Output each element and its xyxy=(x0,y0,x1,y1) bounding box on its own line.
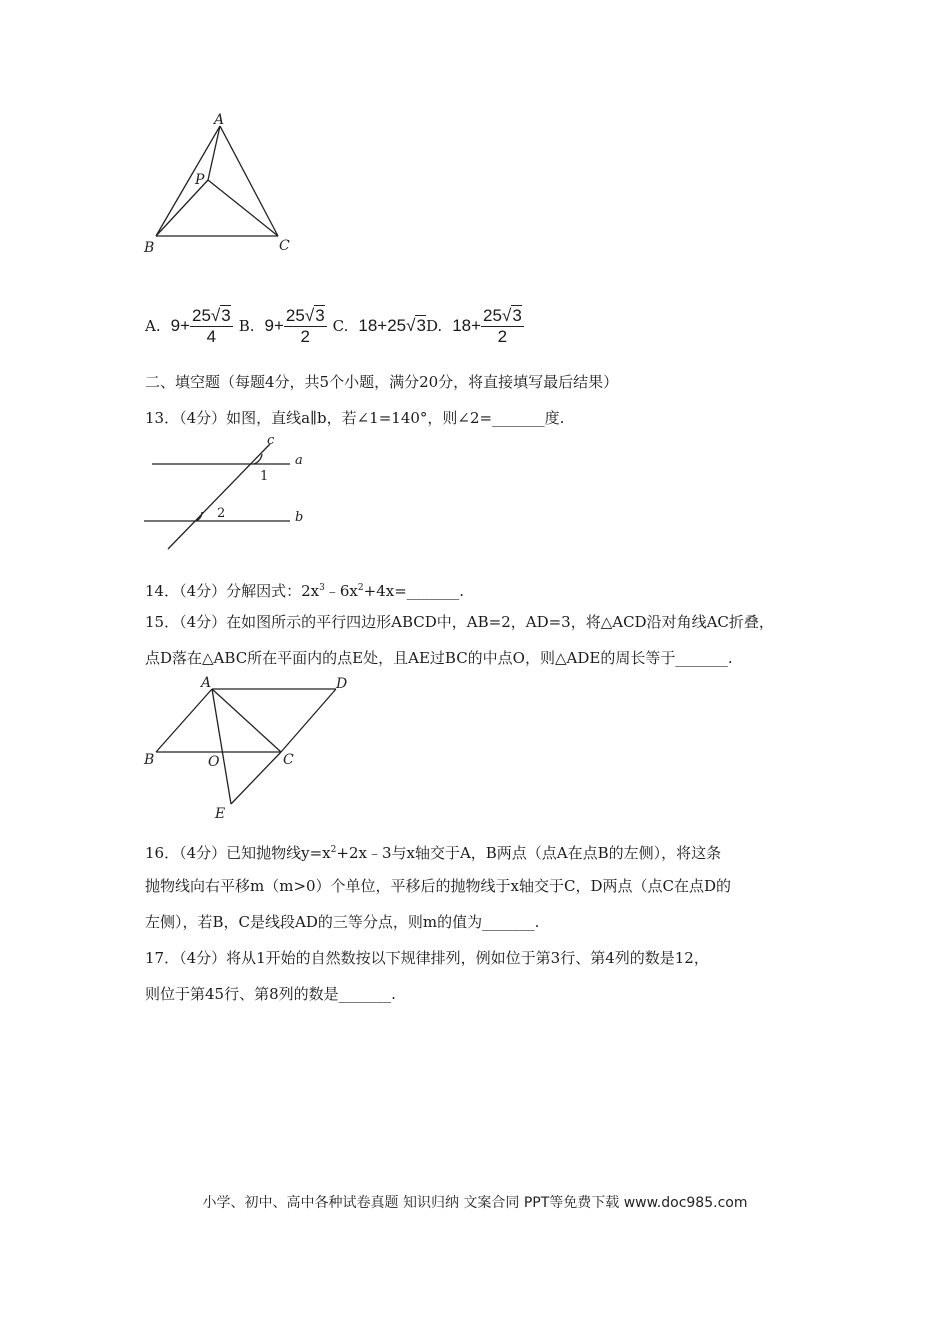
label-a: A xyxy=(201,675,212,691)
section-title: 二、填空题（每题4分，共5个小题，满分20分，将直接填写最后结果） xyxy=(145,373,619,391)
question-14: 14．（4分）分解因式：$2x^3﹣6x^2+4x=\_\_\_\_\_\_\_$. xyxy=(145,582,465,600)
label-b: b xyxy=(295,510,304,525)
footer-text: 小学、初中、高中各种试卷真题 知识归纳 文案合同 PPT等免费下载 www.doc985.com xyxy=(202,1195,748,1211)
label-o: O xyxy=(208,754,220,770)
label-c: C xyxy=(283,752,294,768)
label-c: c xyxy=(267,433,275,448)
option-b-fraction: $\frac{25√3}{2}$ xyxy=(285,305,325,346)
question-16-line-2: 抛物线向右平移m（m>0）个单位，平移后的抛物线于x轴交于C，D两点（点C在点D的 xyxy=(145,877,732,895)
label-e: E xyxy=(215,806,226,822)
question-15-line-1: 15．（4分）在如图所示的平行四边形ABCD中，AB=2，AD=3，将△ACD沿对角线AC折叠， xyxy=(145,613,774,631)
angle-1-label: 1 xyxy=(260,469,269,484)
answer-options xyxy=(145,304,524,348)
option-b-label: B. xyxy=(238,317,255,335)
label-d: D xyxy=(336,676,348,692)
question-16-line-1: 16．（4分）已知抛物线$y=x^2+2x﹣3$与x轴交于A，B两点（点A在点B的左侧），将这条 xyxy=(145,844,722,862)
parallelogram-figure xyxy=(138,672,363,822)
option-d-int: 18+ xyxy=(452,316,482,335)
parallel-lines-figure xyxy=(140,432,320,554)
option-c-value: 18+25√3 xyxy=(358,316,426,335)
question-13: 13．（4分）如图，直线a∥b，若∠1=140°，则∠2=_______度. xyxy=(145,409,565,427)
label-b: B xyxy=(144,240,155,256)
label-b: B xyxy=(144,752,155,768)
label-a: a xyxy=(295,453,303,468)
triangle-apc-figure xyxy=(138,110,308,260)
option-b-int: 9+ xyxy=(264,316,284,335)
question-16-line-3: 左侧），若B，C是线段AD的三等分点，则m的值为_______. xyxy=(145,913,540,931)
option-a-fraction: $\frac{25√3}{4}$ xyxy=(192,305,231,346)
question-17-line-2: 则位于第45行、第8列的数是_______. xyxy=(145,985,396,1003)
label-p: P xyxy=(195,172,205,188)
option-d-fraction: $\frac{25√3}{2}$ xyxy=(483,305,522,346)
option-a-label: A. xyxy=(145,317,161,335)
question-17-line-1: 17．（4分）将从1开始的自然数按以下规律排列，例如位于第3行、第4列的数是12， xyxy=(145,949,709,967)
angle-2-label: 2 xyxy=(217,506,226,521)
label-a: A xyxy=(214,112,225,128)
label-c: C xyxy=(279,238,290,254)
question-15-line-2: 点D落在△ABC所在平面内的点E处，且AE过BC的中点O，则△ADE的周长等于_______. xyxy=(145,649,733,667)
option-d-label: D. xyxy=(425,317,443,335)
option-a-int: 9+ xyxy=(170,316,190,335)
option-c-label: C. xyxy=(332,317,349,335)
